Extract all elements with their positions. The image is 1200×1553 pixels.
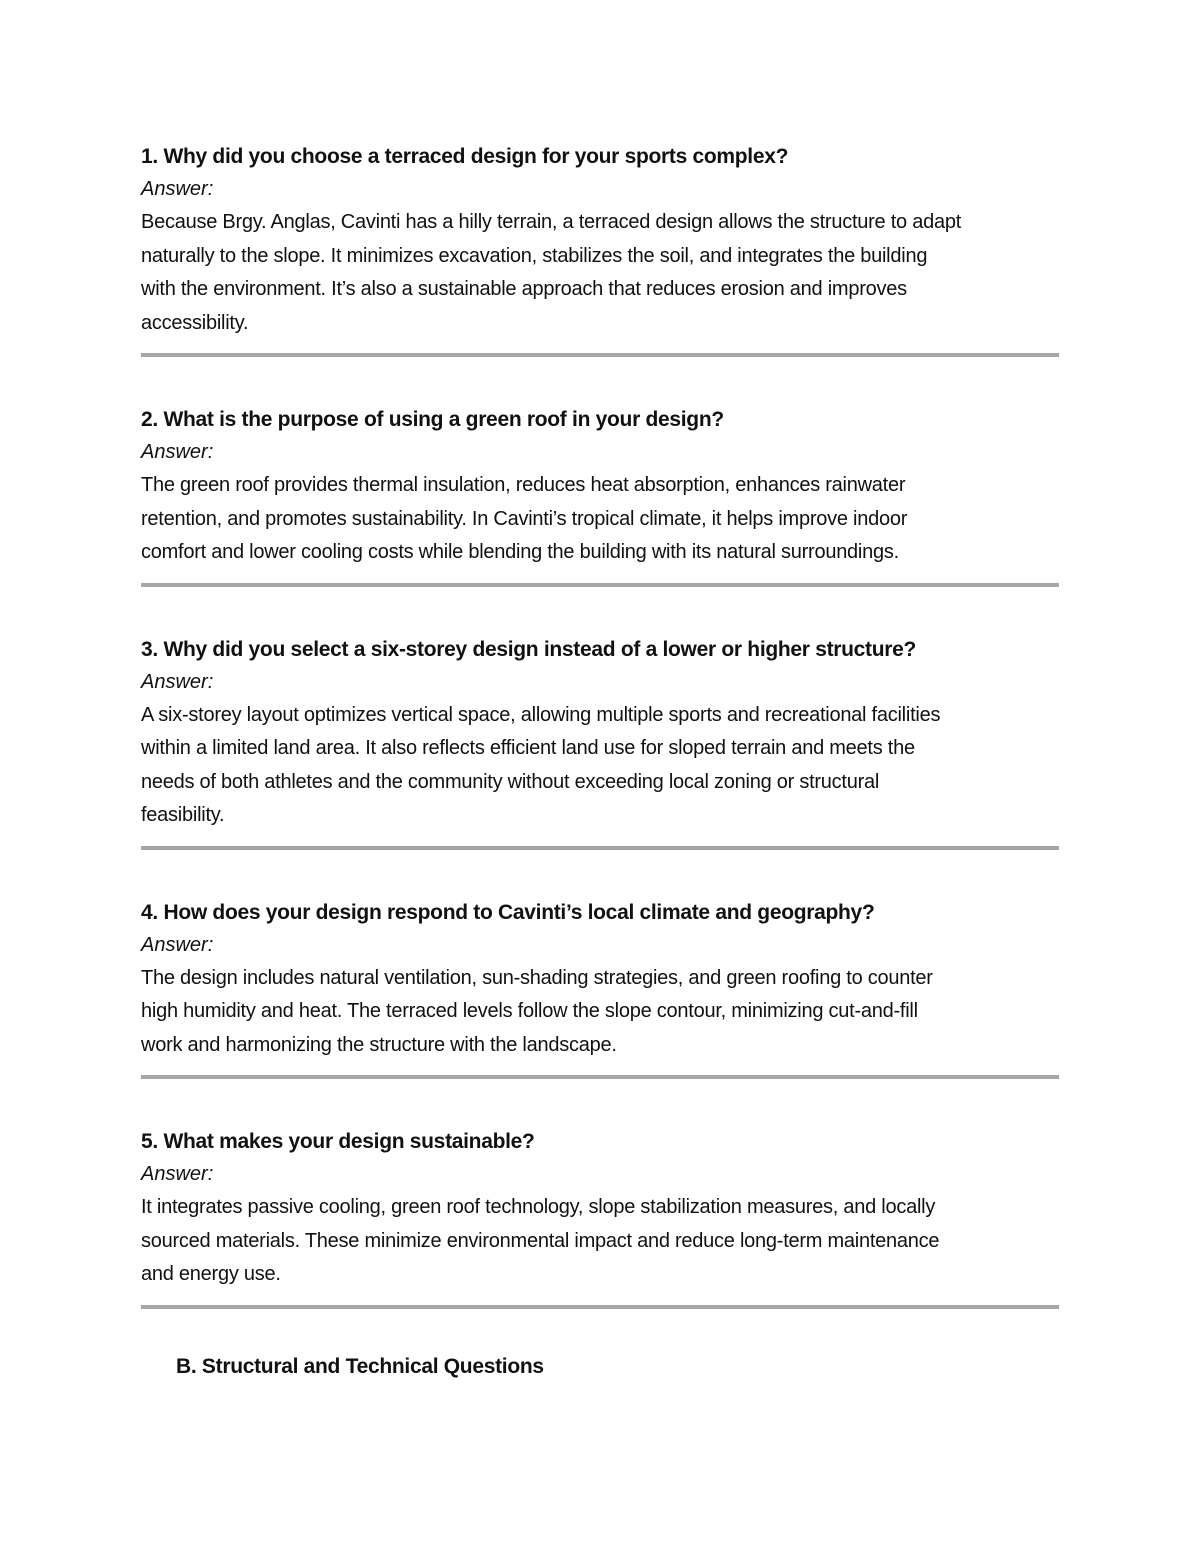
answer-3-line-2: within a limited land area. It also reflects efficient land use for sloped terrain and meets the: [141, 737, 915, 759]
answer-3: [141, 699, 1061, 833]
question-5: 5. What makes your design sustainable?: [141, 1130, 535, 1153]
answer-5: [141, 1191, 1061, 1292]
answer-1: [141, 206, 1061, 340]
question-1: 1. Why did you choose a terraced design for your sports complex?: [141, 145, 789, 168]
answer-5-line-2: sourced materials. These minimize environmental impact and reduce long-term maintenance: [141, 1229, 940, 1252]
answer-4-line-2: high humidity and heat. The terraced levels follow the slope contour, minimizing cut-and-fill: [141, 1000, 918, 1022]
answer-2-line-2: retention, and promotes sustainability. In Cavinti’s tropical climate, it helps improve indoor: [141, 507, 908, 530]
section-heading: B. Structural and Technical Questions: [176, 1355, 544, 1378]
question-2: 2. What is the purpose of using a green roof in your design?: [141, 408, 724, 431]
question-4: 4. How does your design respond to Cavinti’s local climate and geography?: [141, 900, 875, 924]
qa-item-3: [141, 633, 1061, 850]
answer-2: [141, 469, 1061, 570]
answer-1-line-2: naturally to the slope. It minimizes excavation, stabilizes the soil, and integrates the building: [141, 244, 928, 267]
question-3: 3. Why did you select a six-storey design instead of a lower or higher structure?: [141, 637, 917, 661]
answer-1-line-3: with the environment. It’s also a sustainable approach that reduces erosion and improves: [141, 278, 907, 300]
answer-label-3: Answer:: [141, 670, 214, 693]
answer-label-2: Answer:: [141, 441, 214, 463]
qa-item-2: [141, 403, 1061, 587]
answer-3-line-4: feasibility.: [141, 804, 225, 826]
qa-item-1: [141, 140, 1061, 357]
answer-label-1: Answer:: [141, 178, 214, 200]
answer-label-5: Answer:: [141, 1163, 214, 1185]
document-page: [141, 140, 1061, 1309]
divider-5: [141, 1305, 1059, 1309]
answer-2-line-1: The green roof provides thermal insulation, reduces heat absorption, enhances rainwater: [141, 474, 906, 496]
answer-5-line-1: It integrates passive cooling, green roof technology, slope stabilization measures, and locally: [141, 1196, 936, 1218]
answer-5-line-3: and energy use.: [141, 1263, 281, 1285]
qa-item-5: [141, 1125, 1061, 1309]
answer-3-line-1: A six-storey layout optimizes vertical space, allowing multiple sports and recreational facilities: [141, 703, 941, 726]
answer-1-line-4: accessibility.: [141, 311, 249, 334]
qa-item-4: [141, 896, 1061, 1080]
answer-4: [141, 962, 1061, 1063]
answer-3-line-3: needs of both athletes and the community without exceeding local zoning or structural: [141, 770, 880, 793]
answer-4-line-1: The design includes natural ventilation, sun-shading strategies, and green roofing to counter: [141, 966, 933, 989]
answer-2-line-3: comfort and lower cooling costs while blending the building with its natural surroundings.: [141, 541, 899, 563]
answer-1-line-1: Because Brgy. Anglas, Cavinti has a hilly terrain, a terraced design allows the structure to adapt: [141, 211, 962, 233]
answer-label-4: Answer:: [141, 933, 214, 956]
answer-4-line-3: work and harmonizing the structure with the landscape.: [141, 1033, 617, 1056]
